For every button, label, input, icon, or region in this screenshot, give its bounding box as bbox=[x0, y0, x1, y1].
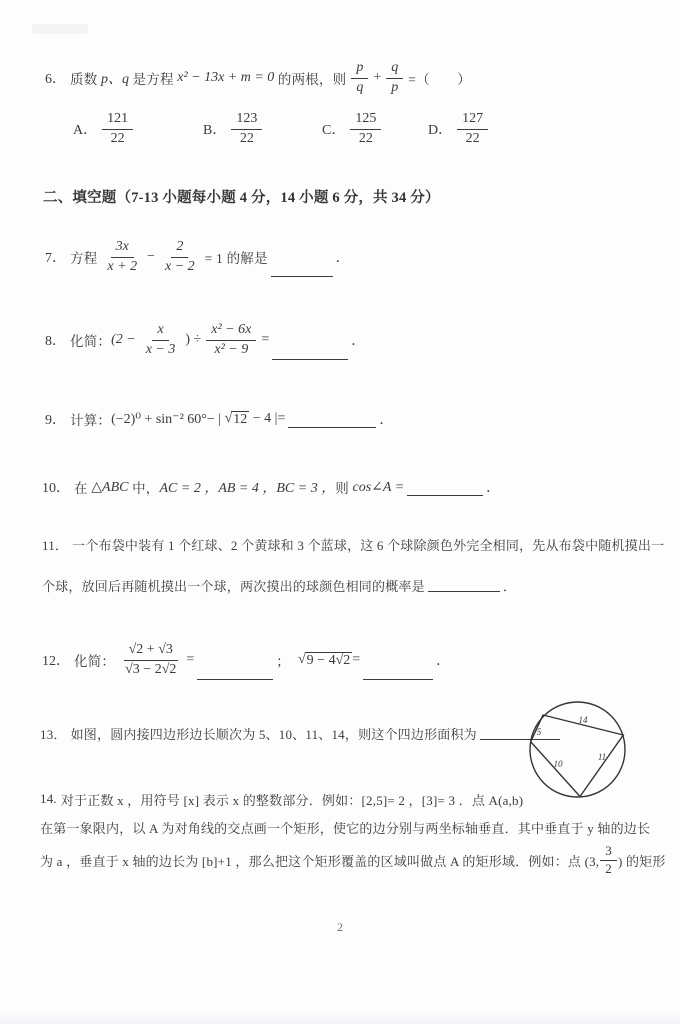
option-fraction: $\frac{127}{22}$ bbox=[457, 111, 488, 146]
answer-blank bbox=[363, 679, 433, 680]
question-14-line1 bbox=[40, 788, 523, 810]
circle bbox=[530, 702, 625, 797]
answer-blank bbox=[271, 276, 333, 277]
section-header: 二、填空题（7-13 小题每小题 4 分，14 小题 6 分，共 34 分） bbox=[43, 190, 440, 206]
plus-sign: + bbox=[373, 70, 382, 85]
fraction-p-over-q: $\frac{p}{q}$ bbox=[351, 60, 368, 95]
period: ． bbox=[436, 654, 451, 669]
period: ． bbox=[486, 481, 501, 496]
question-text: ) 的矩形 bbox=[617, 853, 666, 869]
option-b bbox=[203, 108, 267, 150]
fraction: $\frac{3x}{x + 2}$ bbox=[107, 239, 138, 274]
option-d bbox=[428, 108, 493, 150]
question-text: = 1 的解是 bbox=[204, 251, 268, 266]
math-expression: △ABC bbox=[91, 479, 129, 495]
question-6 bbox=[45, 54, 471, 102]
question-9 bbox=[45, 406, 393, 432]
side-label-left: 5 bbox=[536, 727, 542, 737]
fraction: $\frac{2}{x - 2}$ bbox=[164, 239, 195, 274]
question-text: 个球，放回后再随机摸出一个球，两次摸出的球颜色相同的概率是 bbox=[42, 578, 425, 594]
question-number: 11． bbox=[42, 537, 69, 553]
minus-sign: − bbox=[147, 249, 155, 264]
fraction: $\frac{x}{x - 3}$ bbox=[145, 322, 176, 357]
scan-edge-artifact bbox=[0, 1008, 680, 1024]
answer-blank bbox=[272, 359, 348, 360]
answer-parentheses: =（ ） bbox=[408, 72, 471, 87]
math-expression: (2 − bbox=[111, 332, 136, 347]
question-number: 7． bbox=[45, 251, 66, 266]
inscribed-quadrilateral-diagram bbox=[520, 697, 636, 805]
question-text: 化简： bbox=[70, 334, 112, 349]
question-11-line1 bbox=[42, 533, 664, 555]
equals-sign: = bbox=[186, 652, 195, 667]
question-number: 14. bbox=[40, 791, 57, 806]
question-text: 一个布袋中装有 1 个红球、2 个黄球和 3 个蓝球，这 6 个球除颜色外完全相同，先从布袋中随机摸出一 bbox=[72, 537, 665, 553]
question-text: 为 a ，垂直于 x 轴的边长为 [b]+1 ，那么把这个矩形覆盖的区域叫做点 A 的矩形域．例如：点 (3, bbox=[40, 853, 600, 869]
math-variables: p、q bbox=[100, 72, 129, 87]
question-text: 中， bbox=[128, 481, 160, 496]
semicolon: ； bbox=[276, 654, 290, 669]
question-text: 的两根，则 bbox=[274, 72, 347, 87]
period: ． bbox=[351, 334, 366, 349]
fraction-q-over-p: $\frac{q}{p}$ bbox=[386, 60, 403, 95]
question-number: 6． bbox=[45, 72, 66, 87]
math-expression: ) ÷ bbox=[185, 332, 202, 347]
option-label: A． bbox=[73, 123, 98, 138]
question-8 bbox=[45, 316, 365, 364]
question-text: 如图，圆内接四边形边长顺次为 5、10、11、14，则这个四边形面积为 bbox=[70, 726, 477, 742]
question-14-line3 bbox=[40, 840, 666, 880]
question-text: 在 bbox=[74, 481, 92, 496]
question-text: 对于正数 x ，用符号 [x] 表示 x 的整数部分．例如：[2,5]= 2 ，[3]= 3 ．点 A(a,b) bbox=[60, 792, 524, 808]
period: ． bbox=[502, 578, 517, 594]
question-number: 13． bbox=[40, 726, 67, 742]
option-label: B． bbox=[203, 123, 227, 138]
side-label-top: 14 bbox=[578, 715, 588, 725]
side-label-bottom-right: 11 bbox=[597, 752, 607, 762]
equals-sign: = bbox=[261, 332, 270, 347]
option-c bbox=[322, 108, 386, 150]
question-number: 9． bbox=[45, 413, 66, 428]
option-fraction: $\frac{125}{22}$ bbox=[350, 111, 381, 146]
period: ． bbox=[335, 251, 350, 266]
math-expression: − 4 |= bbox=[249, 411, 286, 426]
scan-artifact bbox=[32, 24, 88, 34]
question-text: 在第一象限内，以 A 为对角线的交点画一个矩形，使它的边分别与两坐标轴垂直．其中垂直于 y 轴的边长 bbox=[40, 820, 651, 836]
question-12 bbox=[42, 636, 450, 684]
question-text: 是方程 bbox=[128, 72, 178, 87]
fraction: $\frac{\text{x² − 6x}}{\text{x² − 9}}$ bbox=[206, 322, 256, 357]
equals-sign: = bbox=[352, 652, 361, 667]
question-number: 12． bbox=[42, 654, 70, 669]
answer-blank bbox=[197, 679, 273, 680]
option-label: D． bbox=[428, 123, 453, 138]
answer-blank bbox=[407, 495, 483, 496]
math-expression: cos∠A = bbox=[352, 479, 405, 495]
math-expression: AC = 2 ，AB = 4 ，BC = 3 ， bbox=[159, 481, 336, 496]
question-text: 方程 bbox=[70, 251, 98, 266]
option-a bbox=[73, 108, 138, 150]
question-number: 10． bbox=[42, 481, 70, 496]
fraction: $\frac{√2 + √3}{√3 - 2√2}$ bbox=[125, 642, 177, 677]
question-14-line2 bbox=[40, 816, 650, 838]
circle-figure bbox=[520, 697, 636, 810]
square-root: √ 12 bbox=[224, 410, 248, 427]
fraction: $\frac{3}{2}$ bbox=[600, 844, 617, 877]
answer-blank bbox=[428, 591, 500, 592]
page-number: 2 bbox=[337, 920, 343, 934]
question-text: 化简： bbox=[74, 654, 116, 669]
side-label-bottom-left: 10 bbox=[553, 759, 563, 769]
question-text: 则 bbox=[335, 481, 353, 496]
option-fraction: $\frac{121}{22}$ bbox=[102, 111, 133, 146]
question-10 bbox=[42, 474, 500, 500]
question-number: 8． bbox=[45, 334, 66, 349]
question-11-line2 bbox=[42, 574, 516, 596]
option-fraction: $\frac{123}{22}$ bbox=[231, 111, 262, 146]
question-13 bbox=[40, 722, 563, 744]
question-text: 计算： bbox=[70, 413, 112, 428]
option-label: C． bbox=[322, 123, 346, 138]
math-equation: x² − 13x + m = 0 bbox=[177, 70, 275, 85]
square-root: √ 9 − 4√2 bbox=[297, 651, 351, 668]
answer-blank bbox=[288, 427, 376, 428]
question-7 bbox=[45, 233, 350, 281]
question-text: 质数 bbox=[70, 72, 101, 87]
math-expression: (−2)⁰ + sin⁻² 60°− | bbox=[111, 411, 225, 427]
period: ． bbox=[379, 413, 394, 428]
